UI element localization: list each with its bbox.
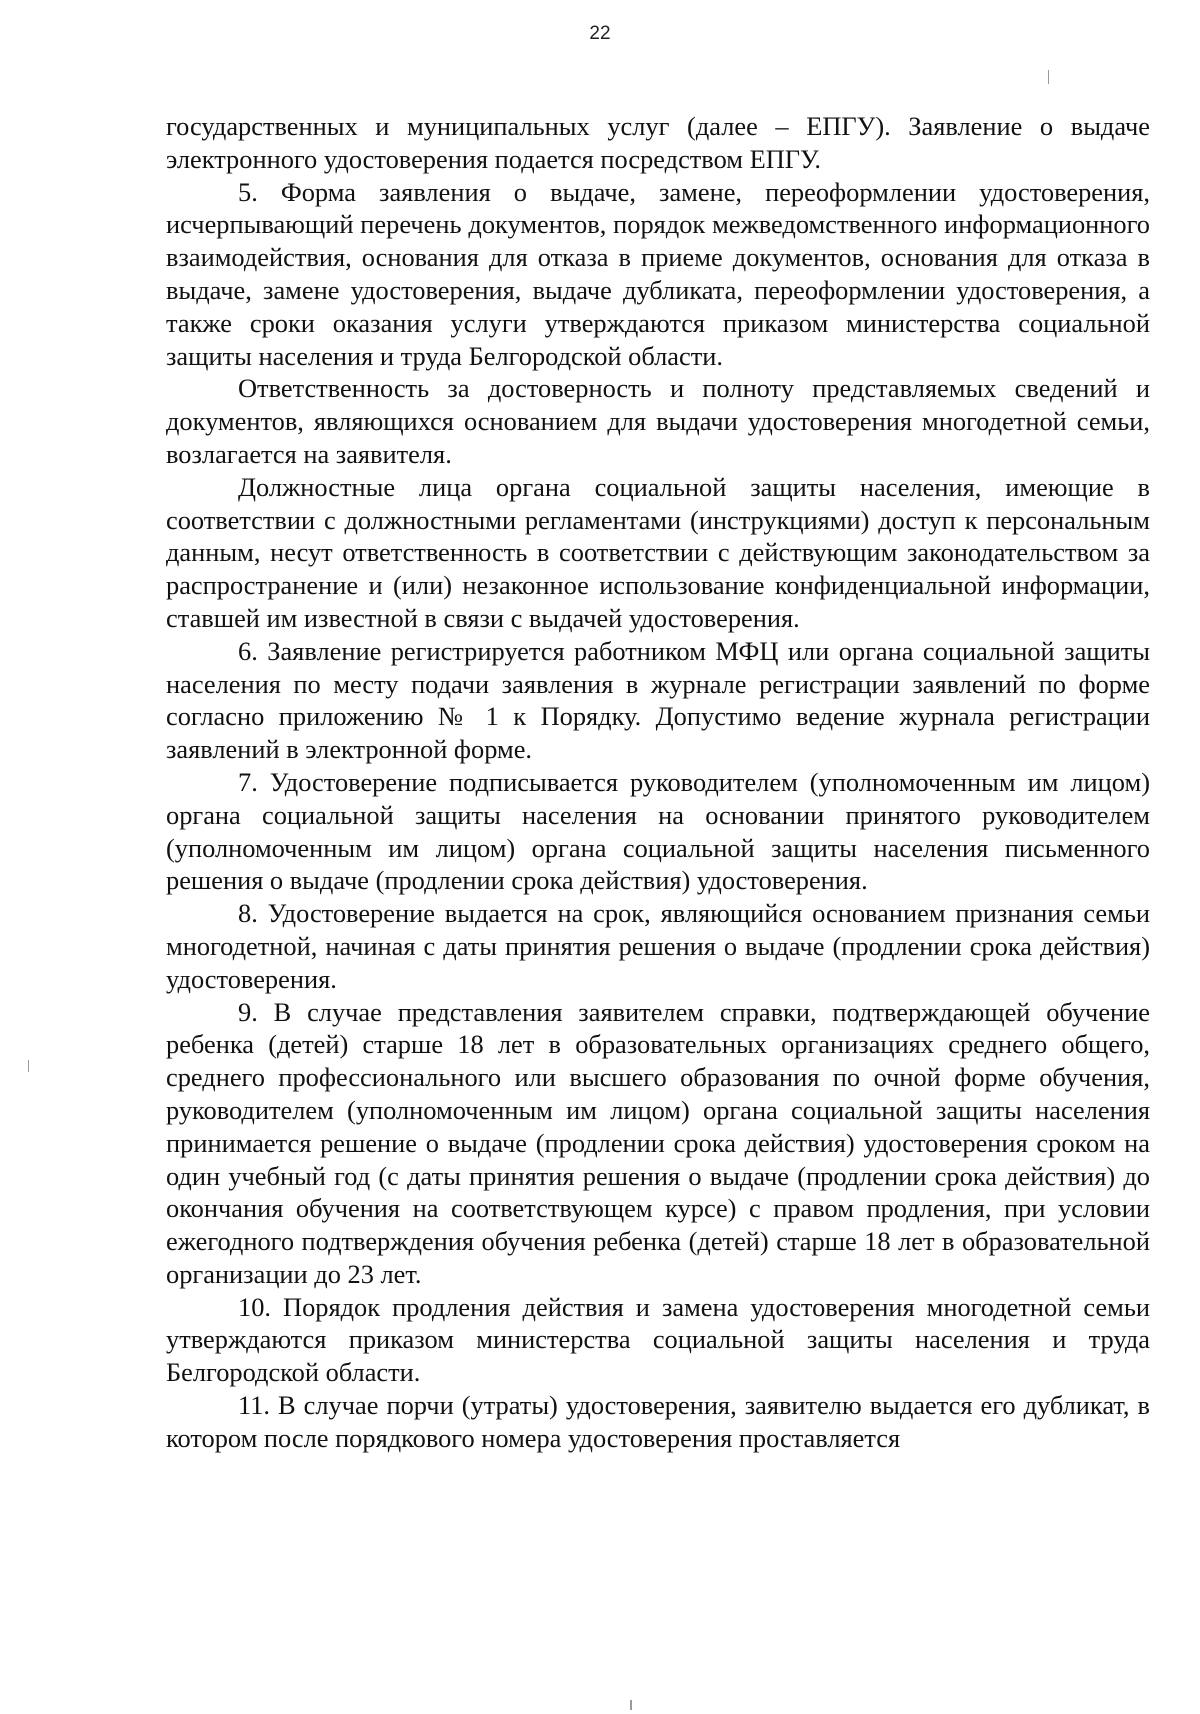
- paragraph-applicant-responsibility: Ответственность за достоверность и полноту представляемых сведений и документов, являющихся основанием для выдачи удостоверения многодетной семьи, возлагается на заявителя.: [166, 373, 1150, 469]
- paragraph-10-renewal-order: 10. Порядок продления действия и замена удостоверения многодетной семьи утверждаются приказом министерства социальной защиты населения и труда Белгородской области.: [166, 1291, 1150, 1388]
- body-text: [166, 110, 1150, 1455]
- paragraph-5-application-form: 5. Форма заявления о выдаче, замене, переоформлении удостоверения, исчерпывающий перечень документов, порядок межведомственного информационного взаимодействия, основания для отказа в приеме документов, основания для отказа в выдаче, замене удостоверения, выдаче дубликата, переоформлении удостоверения, а также сроки оказания услуги утверждаются приказом министерства социальной защиты населения и труда Белгородской области.: [166, 176, 1150, 371]
- paragraph-epgu-continuation: государственных и муниципальных услуг (далее – ЕПГУ). Заявление о выдаче электронного удостоверения подается посредством ЕПГУ.: [166, 111, 1150, 174]
- scan-speck: [630, 1700, 632, 1710]
- paragraph-6-registration: 6. Заявление регистрируется работником МФЦ или органа социальной защиты населения по месту подачи заявления в журнале регистрации заявлений по форме согласно приложению № 1 к Порядку. Допустимо ведение журнала регистрации заявлений в электронной форме.: [166, 635, 1150, 765]
- paragraph-7-signing: 7. Удостоверение подписывается руководителем (уполномоченным им лицом) органа социальной защиты населения на основании принятого руководителем (уполномоченным им лицом) органа социальной защиты населения письменного решения о выдаче (продлении срока действия) удостоверения.: [166, 766, 1150, 896]
- paragraph-officials-responsibility: Должностные лица органа социальной защиты населения, имеющие в соответствии с должностными регламентами (инструкциями) доступ к персональным данным, несут ответственность в соответствии с действующим законодательством за распространение и (или) незаконное использование конфиденциальной информации, ставшей им известной в связи с выдачей удостоверения.: [166, 471, 1150, 633]
- paragraph-8-validity-term: 8. Удостоверение выдается на срок, являющийся основанием признания семьи многодетной, начиная с даты принятия решения о выдаче (продлении срока действия) удостоверения.: [166, 898, 1150, 994]
- page-number: 22: [589, 23, 611, 44]
- scan-speck: [28, 1060, 29, 1072]
- scan-speck: [1048, 70, 1049, 84]
- paragraph-9-student-extension: 9. В случае представления заявителем справки, подтверждающей обучение ребенка (детей) старше 18 лет в образовательных организациях среднего общего, среднего профессионального или высшего образования по очной форме обучения, руководителем (уполномоченным им лицом) органа социальной защиты населения принимается решение о выдаче (продлении срока действия) удостоверения сроком на один учебный год (с даты принятия решения о выдаче (продлении срока действия) до окончания обучения на соответствующем курсе) с правом продления, при условии ежегодного подтверждения обучения ребенка (детей) старше 18 лет в образовательной организации до 23 лет.: [166, 996, 1150, 1289]
- paragraph-11-duplicate: 11. В случае порчи (утраты) удостоверения, заявителю выдается его дубликат, в котором после порядкового номера удостоверения проставляется: [166, 1390, 1150, 1453]
